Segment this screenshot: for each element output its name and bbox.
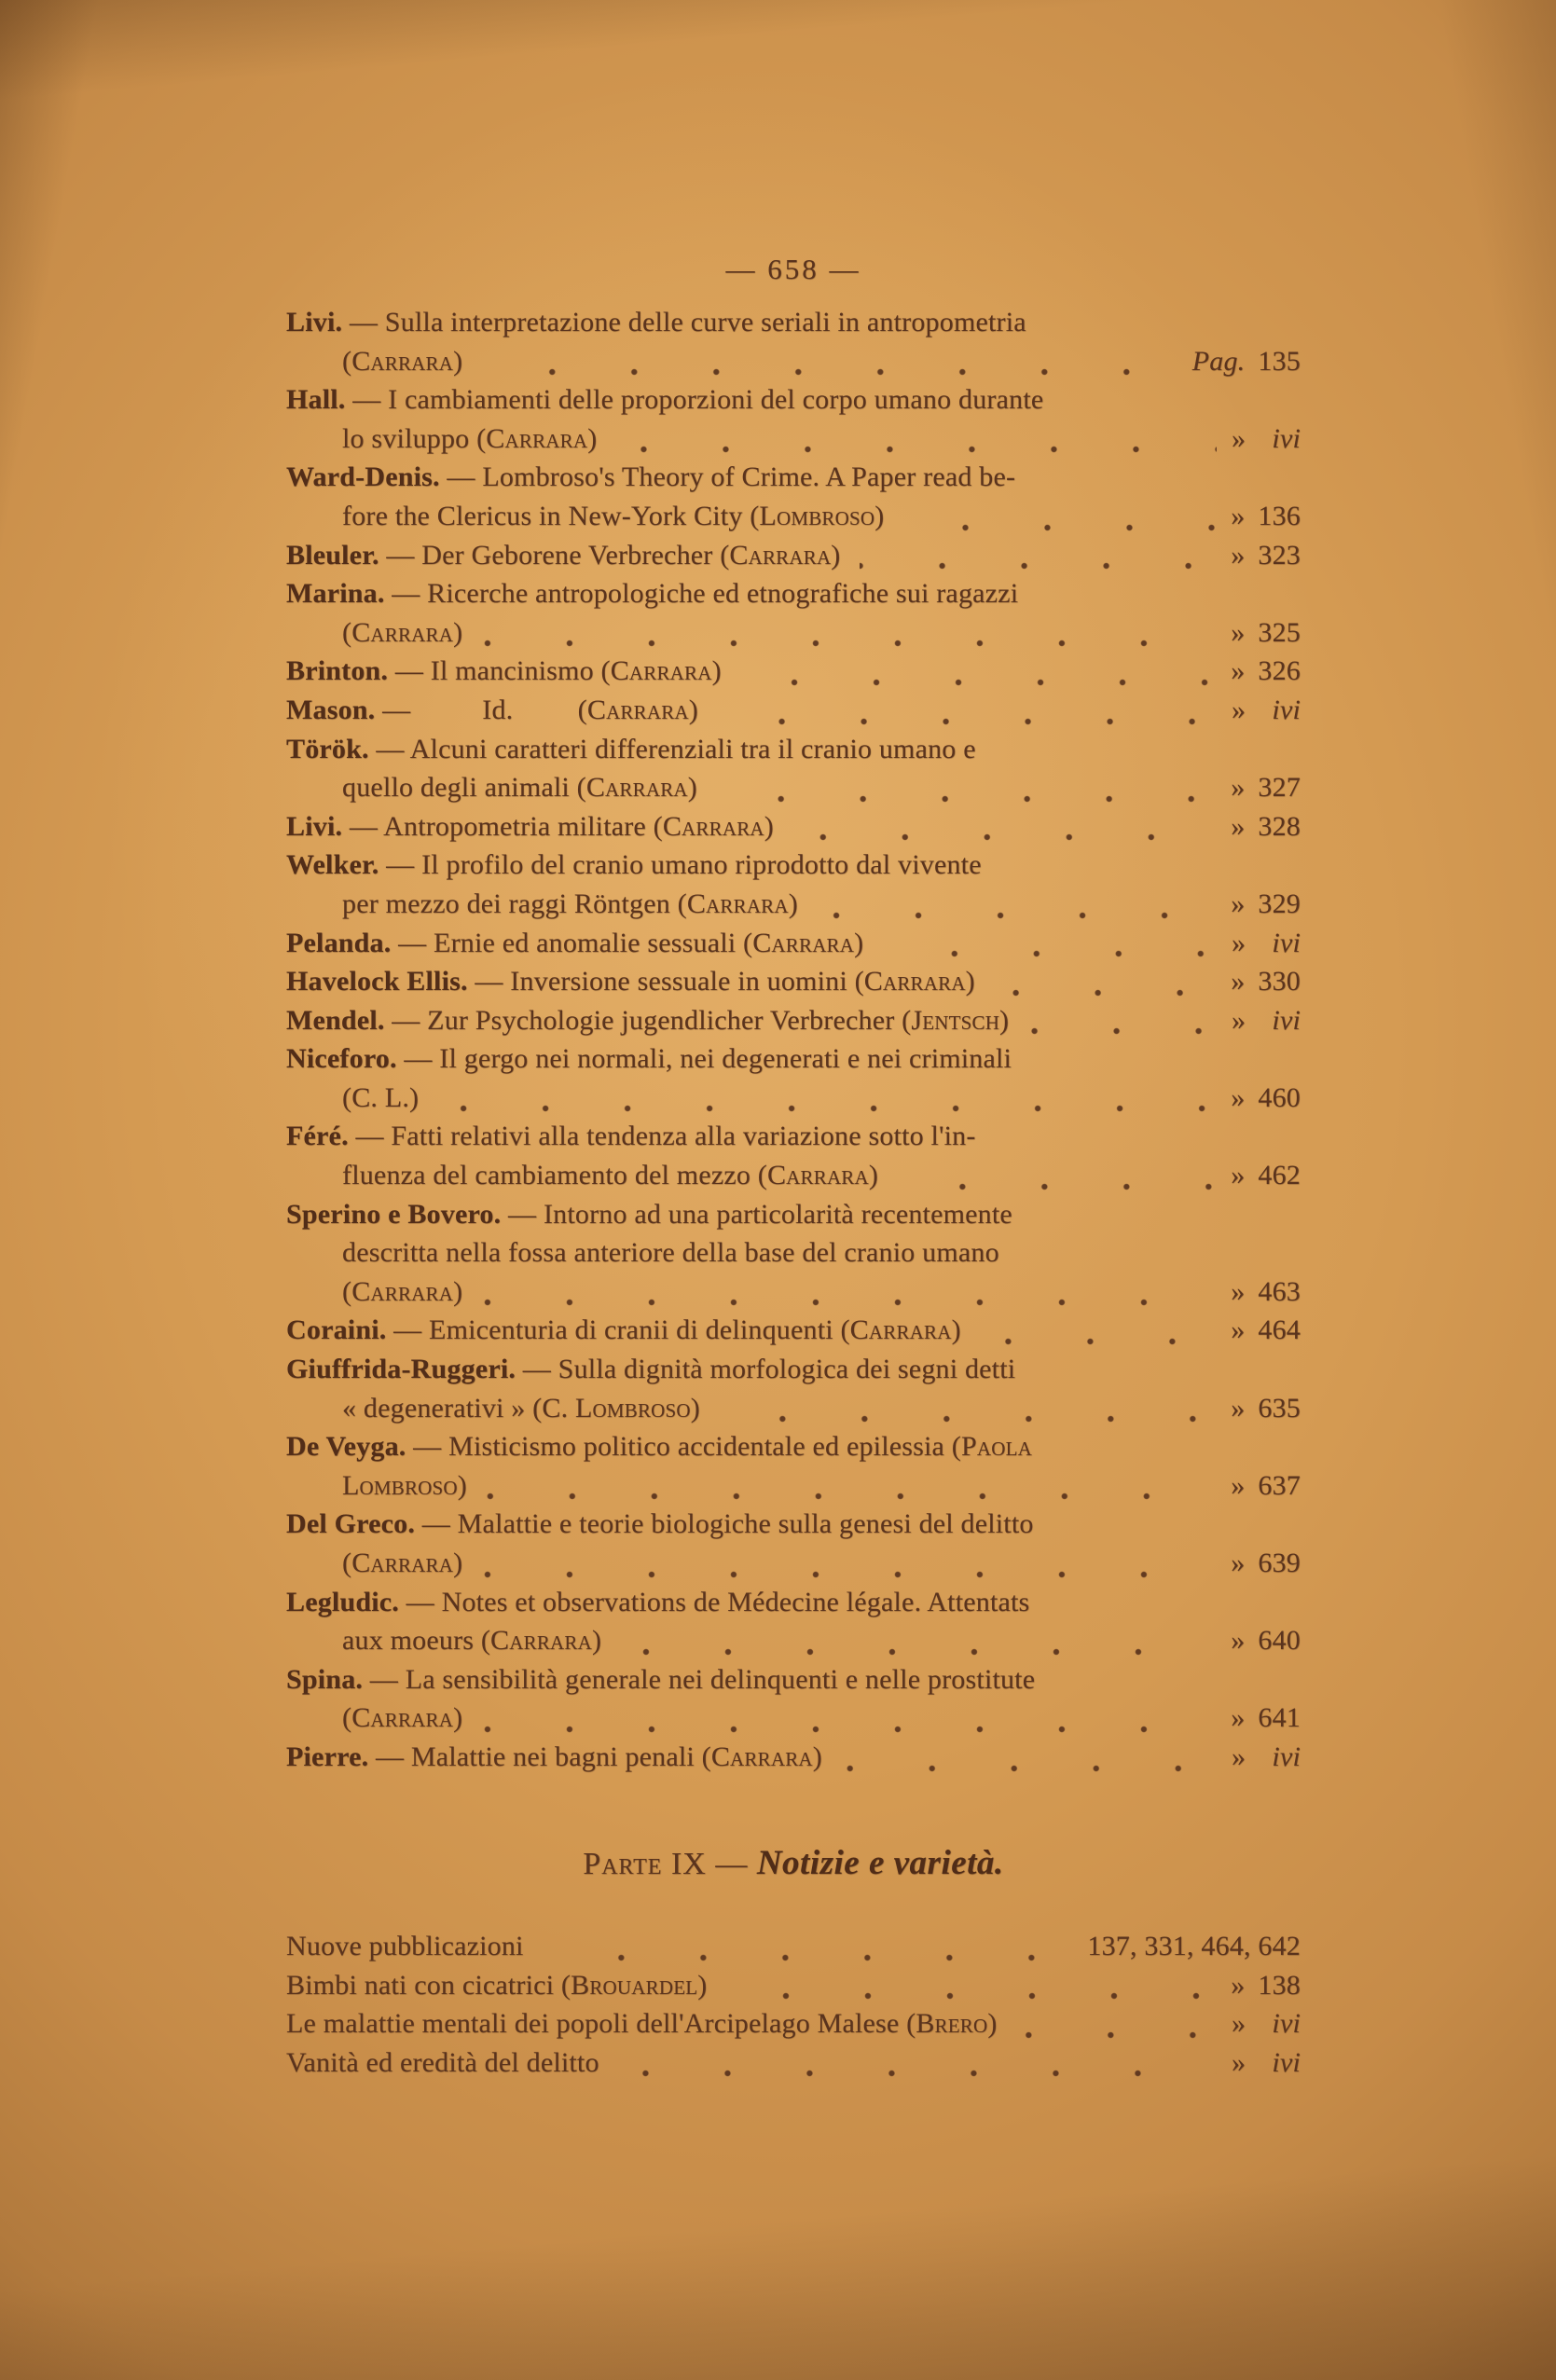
dot-leader	[882, 949, 1217, 958]
toc-entry-line	[286, 849, 1301, 888]
ref-page: 135	[1258, 345, 1301, 377]
page-reference	[1232, 1005, 1301, 1037]
toc-entry-line	[286, 578, 1301, 617]
text-segment: — Notes et observations de Médecine légale. Attentats	[398, 1586, 1030, 1617]
dot-leader	[980, 1337, 1216, 1346]
ref-symbol: »	[1231, 1969, 1246, 2001]
dot-leader	[481, 1298, 1216, 1307]
entry-text	[342, 1082, 419, 1114]
toc-entry-line	[286, 1121, 1301, 1160]
ref-symbol: »	[1231, 1392, 1246, 1424]
ref-symbol: Pag.	[1191, 345, 1246, 377]
text-segment: — Fatti relativi alla tendenza alla variazione sotto l'in-	[348, 1121, 976, 1152]
text-segment: — Emicenturia di cranii di delinquenti	[386, 1314, 841, 1346]
text-segment: fore the Clericus in New-York City	[342, 500, 750, 531]
entry-text	[342, 1276, 462, 1308]
text-segment: Spina.	[286, 1663, 364, 1695]
ref-page: 464	[1258, 1314, 1301, 1346]
entry-text	[286, 1199, 1012, 1231]
dot-leader	[481, 367, 1177, 377]
toc-entry-line	[286, 966, 1301, 1005]
entry-text	[342, 1393, 700, 1424]
entry-text	[286, 734, 976, 765]
dot-leader	[717, 717, 1217, 726]
text-segment: (Carrara)	[840, 1314, 961, 1346]
page-reference	[1231, 1276, 1301, 1308]
text-segment: — Der Geborene Verbrecher	[379, 539, 721, 571]
toc-entry-line	[286, 1931, 1301, 1970]
ref-page: ivi	[1272, 2008, 1301, 2040]
text-segment: — Misticismo politico accidentale ed epilessia	[406, 1431, 952, 1463]
dot-leader	[994, 988, 1216, 997]
page-reference	[1231, 966, 1301, 997]
toc-list-main	[286, 307, 1301, 1781]
page-reference	[1231, 617, 1301, 649]
page-reference	[1087, 1931, 1301, 1962]
ref-page: ivi	[1272, 694, 1301, 725]
ref-page: 325	[1258, 616, 1301, 648]
text-segment: — Il gergo nei normali, nei degenerati e nei criminali	[396, 1043, 1012, 1075]
ref-page: 640	[1258, 1625, 1301, 1657]
entry-text	[286, 1970, 707, 2002]
page-reference	[1231, 1082, 1301, 1114]
ref-symbol: »	[1231, 1469, 1246, 1501]
text-segment: (Brero)	[906, 2008, 998, 2040]
page-reference	[1192, 346, 1301, 378]
text-segment: — Inversione sessuale in uomini	[467, 966, 855, 997]
toc-entry-line	[286, 695, 1301, 734]
ref-page: 327	[1258, 772, 1301, 804]
text-segment: — Malattie e teorie biologiche sulla genesi del delitto	[415, 1508, 1034, 1540]
text-segment: — I cambiamenti delle proporzioni del corpo umano durante	[345, 384, 1044, 416]
dot-leader	[1016, 2030, 1217, 2040]
dot-leader	[1027, 1026, 1217, 1036]
dot-leader	[897, 1182, 1216, 1191]
entry-text	[342, 501, 884, 532]
text-segment: Niceforo.	[286, 1043, 397, 1075]
ref-symbol: »	[1231, 1314, 1246, 1346]
entry-text	[342, 1470, 467, 1502]
dot-leader	[486, 1492, 1216, 1501]
page-reference	[1231, 1160, 1301, 1191]
entry-text	[342, 346, 462, 378]
text-segment: Mendel.	[286, 1004, 385, 1036]
toc-entry-line	[286, 1587, 1301, 1626]
toc-entry-line	[286, 540, 1301, 579]
text-segment: (Carrara)	[701, 1740, 822, 1772]
dot-leader	[860, 561, 1217, 571]
ref-page: 462	[1258, 1160, 1301, 1191]
text-segment: — Sulla dignità morfologica dei segni detti	[516, 1354, 1016, 1385]
entry-text	[286, 384, 1043, 416]
entry-text	[342, 1548, 462, 1579]
ref-page: 460	[1258, 1081, 1301, 1113]
dot-leader	[719, 1414, 1216, 1424]
page-reference	[1231, 1548, 1301, 1579]
ref-symbol: »	[1232, 1004, 1246, 1036]
text-segment: Welker.	[286, 849, 379, 881]
page-reference	[1231, 1970, 1301, 2002]
text-segment: — Malattie nei bagni penali	[368, 1740, 702, 1772]
ref-symbol: »	[1232, 927, 1246, 958]
entry-text	[342, 1702, 462, 1734]
dot-leader	[792, 832, 1216, 842]
text-segment: Pelanda.	[286, 927, 392, 958]
page-number: — 658 —	[725, 253, 861, 285]
entry-text	[342, 772, 697, 804]
entry-text	[286, 461, 1015, 493]
text-segment: — Alcuni caratteri differenziali tra il cranio umano e	[368, 733, 976, 764]
text-segment: Havelock Ellis.	[286, 966, 468, 997]
text-segment: (Carrara)	[342, 345, 463, 377]
text-segment: (Carrara)	[342, 1548, 463, 1578]
dot-leader	[725, 1991, 1216, 2001]
page-reference	[1231, 1625, 1301, 1657]
toc-entry-line	[286, 1043, 1301, 1082]
ref-symbol: »	[1232, 1740, 1246, 1772]
text-segment: Nuove pubblicazioni	[286, 1931, 524, 1961]
toc-entry-line	[286, 1470, 1301, 1509]
text-segment: Hall.	[286, 384, 346, 416]
text-segment: — Antropometria militare	[342, 810, 654, 842]
ref-page: 137, 331, 464, 642	[1087, 1931, 1301, 1961]
toc-entry-line	[286, 655, 1301, 695]
page-reference	[1232, 423, 1301, 455]
toc-entry-line	[286, 423, 1301, 462]
toc-entry-line	[286, 1625, 1301, 1664]
page-reference	[1231, 811, 1301, 843]
text-segment: — Il mancinismo	[388, 655, 601, 687]
text-segment: (Carrara)	[342, 616, 463, 648]
entry-text	[286, 655, 722, 687]
text-segment: quello degli animali	[342, 772, 577, 804]
text-segment: Parte IX —	[583, 1847, 757, 1881]
section-heading	[286, 1843, 1301, 1883]
ref-symbol: »	[1231, 887, 1246, 919]
dot-leader	[716, 794, 1216, 804]
ref-symbol: »	[1231, 772, 1246, 804]
ref-symbol: »	[1231, 500, 1246, 531]
text-segment: Livi.	[286, 810, 343, 842]
text-segment: Del Greco.	[286, 1508, 416, 1540]
toc-entry-line	[286, 928, 1301, 967]
page-reference	[1231, 772, 1301, 804]
entry-text	[286, 1314, 961, 1346]
page-reference	[1231, 655, 1301, 687]
text-segment: (Carrara)	[342, 1702, 463, 1734]
text-segment: Marina.	[286, 578, 385, 610]
ref-symbol: »	[1231, 539, 1246, 571]
ref-page: 329	[1258, 887, 1301, 919]
toc-entry-line	[286, 734, 1301, 773]
text-segment: Féré.	[286, 1121, 349, 1152]
ref-symbol: »	[1232, 694, 1246, 725]
entry-text	[286, 811, 774, 843]
dot-leader	[620, 1647, 1216, 1657]
entry-text	[286, 695, 698, 726]
entry-text	[286, 2047, 599, 2079]
text-segment: — Sulla interpretazione delle curve seriali in antropometria	[342, 307, 1026, 337]
entry-text	[286, 578, 1018, 610]
toc-entry-line	[286, 1199, 1301, 1238]
text-segment: Le malattie mentali dei popoli dell'Arcipelago Malese	[286, 2008, 907, 2040]
entry-text	[342, 1625, 601, 1657]
toc-entry-line	[286, 1276, 1301, 1315]
entry-text	[286, 1121, 976, 1152]
text-segment: (C. L.)	[342, 1081, 420, 1113]
toc-entry-line	[286, 1314, 1301, 1354]
page-reference	[1232, 695, 1301, 726]
entry-text	[286, 1931, 524, 1962]
text-segment: Sperino e Bovero.	[286, 1198, 502, 1230]
dot-leader	[481, 639, 1216, 648]
text-segment: (Brouardel)	[560, 1969, 708, 2001]
ref-page: 635	[1258, 1392, 1301, 1424]
text-segment: Pierre.	[286, 1740, 369, 1772]
text-segment: Lombroso)	[342, 1469, 467, 1501]
text-segment: (Carrara)	[600, 655, 722, 687]
entry-text	[286, 1043, 1012, 1075]
text-segment: Bimbi nati con cicatrici	[286, 1969, 561, 2001]
toc-entry-line	[286, 1664, 1301, 1703]
text-segment: — Ernie ed anomalie sessuali	[391, 927, 744, 958]
page-reference	[1231, 1393, 1301, 1424]
ref-page: 463	[1258, 1275, 1301, 1307]
text-segment: (Carrara)	[854, 966, 975, 997]
ref-page: ivi	[1272, 1740, 1301, 1772]
text-segment: aux moeurs	[342, 1625, 481, 1657]
entry-text	[286, 1664, 1035, 1696]
toc-entry-line	[286, 811, 1301, 850]
text-segment: — Lombroso's Theory of Crime. A Paper read be-	[439, 461, 1016, 493]
text-segment: Livi.	[286, 307, 343, 337]
text-segment: Bleuler.	[286, 539, 379, 571]
toc-entry-line	[286, 1508, 1301, 1548]
toc-entry-line	[286, 1005, 1301, 1044]
entry-text	[342, 1237, 999, 1269]
ref-symbol: »	[1231, 810, 1246, 842]
dot-leader	[615, 445, 1217, 454]
text-segment: per mezzo dei raggi Röntgen	[342, 887, 678, 919]
toc-entry-line	[286, 888, 1301, 928]
ref-page: ivi	[1272, 927, 1301, 958]
text-segment: « degenerativi »	[342, 1392, 533, 1424]
toc-entry-line	[286, 307, 1301, 346]
entry-text	[286, 1587, 1029, 1618]
toc-entry-line	[286, 1741, 1301, 1781]
ref-symbol: »	[1231, 1275, 1246, 1307]
toc-entry-line	[286, 1354, 1301, 1393]
ref-symbol: »	[1231, 966, 1246, 997]
text-segment: lo sviluppo	[342, 422, 477, 454]
text-segment: (Carrara)	[576, 772, 697, 804]
toc-entry-line	[286, 1970, 1301, 2009]
toc-entry-line	[286, 384, 1301, 423]
entry-text	[286, 540, 841, 571]
entry-text	[286, 928, 863, 959]
dot-leader	[902, 523, 1216, 532]
entry-text	[286, 1741, 822, 1773]
entry-text	[286, 849, 982, 881]
text-segment: (C. Lombroso)	[532, 1392, 700, 1424]
toc-entry-line	[286, 2008, 1301, 2047]
entry-text	[286, 2008, 998, 2040]
ref-page: 136	[1258, 500, 1301, 531]
ref-symbol: »	[1231, 616, 1246, 648]
page-reference	[1232, 928, 1301, 959]
ref-page: 328	[1258, 810, 1301, 842]
entry-text	[342, 617, 462, 649]
toc-list-bottom	[286, 1931, 1301, 2085]
ref-page: 641	[1258, 1702, 1301, 1734]
dot-leader	[543, 1953, 1073, 1962]
ref-symbol: »	[1232, 422, 1246, 454]
text-segment: — Zur Psychologie jugendlicher Verbrecher	[384, 1004, 902, 1036]
toc-entry-line	[286, 772, 1301, 811]
entry-text	[342, 423, 597, 455]
text-segment: (Carrara)	[720, 539, 841, 571]
ref-symbol: »	[1231, 1160, 1246, 1191]
ref-symbol: »	[1231, 1081, 1246, 1113]
text-segment: Giuffrida-Ruggeri.	[286, 1354, 516, 1385]
dot-leader	[817, 911, 1216, 920]
text-segment: (Jentsch)	[902, 1004, 1010, 1036]
page-reference	[1231, 501, 1301, 532]
text-segment: — Il profilo del cranio umano riprodotto dal vivente	[379, 849, 982, 881]
text-segment: (Carrara)	[743, 927, 864, 958]
toc-entry-line	[286, 461, 1301, 501]
text-segment: Ward-Denis.	[286, 461, 440, 493]
page-reference	[1231, 888, 1301, 920]
ref-symbol: »	[1232, 2046, 1246, 2078]
dot-leader	[481, 1570, 1216, 1579]
text-segment: Török.	[286, 733, 369, 764]
page-reference	[1231, 540, 1301, 571]
text-segment: Legludic.	[286, 1586, 399, 1617]
text-segment: (Paola	[951, 1431, 1032, 1463]
ref-page: 637	[1258, 1469, 1301, 1501]
text-segment: (Carrara)	[677, 887, 798, 919]
page-reference	[1232, 2047, 1301, 2079]
text-segment: (Carrara)	[480, 1625, 602, 1657]
dot-leader	[618, 2069, 1217, 2078]
dot-leader	[740, 678, 1216, 687]
page-reference	[1232, 2008, 1301, 2040]
toc-entry-line	[286, 1160, 1301, 1199]
entry-text	[286, 1431, 1032, 1463]
page-reference	[1231, 1702, 1301, 1734]
ref-symbol: »	[1232, 2008, 1246, 2040]
text-segment: — Intorno ad una particolarità recentemente	[501, 1198, 1012, 1230]
ref-page: 326	[1258, 655, 1301, 687]
toc-entry-line	[286, 1082, 1301, 1121]
page-reference	[1231, 1470, 1301, 1502]
text-segment: Notizie e varietà.	[756, 1844, 1004, 1882]
toc-entry-line	[286, 2047, 1301, 2086]
ref-page: 330	[1258, 966, 1301, 997]
ref-page: ivi	[1272, 2046, 1301, 2078]
text-segment: De Veyga.	[286, 1431, 406, 1463]
text-segment: Brinton.	[286, 655, 389, 687]
dot-leader	[841, 1764, 1217, 1773]
page-reference	[1232, 1741, 1301, 1773]
toc-entry-line	[286, 501, 1301, 540]
toc-entry-line	[286, 1393, 1301, 1432]
dot-leader	[481, 1725, 1216, 1734]
text-segment: (Lombroso)	[750, 500, 885, 531]
text-segment: (Carrara)	[476, 422, 598, 454]
text-segment: fluenza del cambiamento del mezzo	[342, 1160, 758, 1191]
text-segment: — La sensibilità generale nei delinquenti e nelle prostitute	[363, 1663, 1036, 1695]
ref-page: ivi	[1272, 1004, 1301, 1036]
toc-entry-line	[286, 1702, 1301, 1741]
toc-entry-line	[286, 617, 1301, 656]
toc-entry-line	[286, 1548, 1301, 1587]
text-segment: — Id.	[375, 694, 578, 725]
text-segment: — Ricerche antropologiche ed etnografiche sui ragazzi	[384, 578, 1019, 610]
ref-page: 639	[1258, 1548, 1301, 1578]
ref-symbol: »	[1231, 655, 1246, 687]
entry-text	[286, 1005, 1009, 1037]
entry-text	[286, 966, 975, 997]
text-segment: (Carrara)	[653, 810, 774, 842]
text-segment: Vanità ed eredità del delitto	[286, 2046, 599, 2078]
ref-symbol: »	[1231, 1625, 1246, 1657]
text-segment: (Carrara)	[577, 694, 698, 725]
text-segment: Mason.	[286, 694, 376, 725]
ref-page: 138	[1258, 1969, 1301, 2001]
text-segment: (Carrara)	[342, 1275, 463, 1307]
page-reference	[1231, 1314, 1301, 1346]
text-segment: (Carrara)	[757, 1160, 879, 1191]
text-segment: Coraini.	[286, 1314, 387, 1346]
ref-symbol: »	[1231, 1548, 1246, 1578]
entry-text	[342, 888, 798, 920]
toc-entry-line	[286, 1237, 1301, 1276]
entry-text	[342, 1160, 878, 1191]
ref-symbol: »	[1231, 1702, 1246, 1734]
text-segment: descritta nella fossa anteriore della base del cranio umano	[342, 1237, 999, 1269]
entry-text	[286, 1508, 1034, 1540]
toc-entry-line	[286, 346, 1301, 385]
dot-leader	[437, 1104, 1216, 1113]
entry-text	[286, 1354, 1015, 1385]
entry-text	[286, 307, 1026, 338]
toc-entry-line	[286, 1431, 1301, 1470]
ref-page: 323	[1258, 539, 1301, 571]
ref-page: ivi	[1272, 422, 1301, 454]
